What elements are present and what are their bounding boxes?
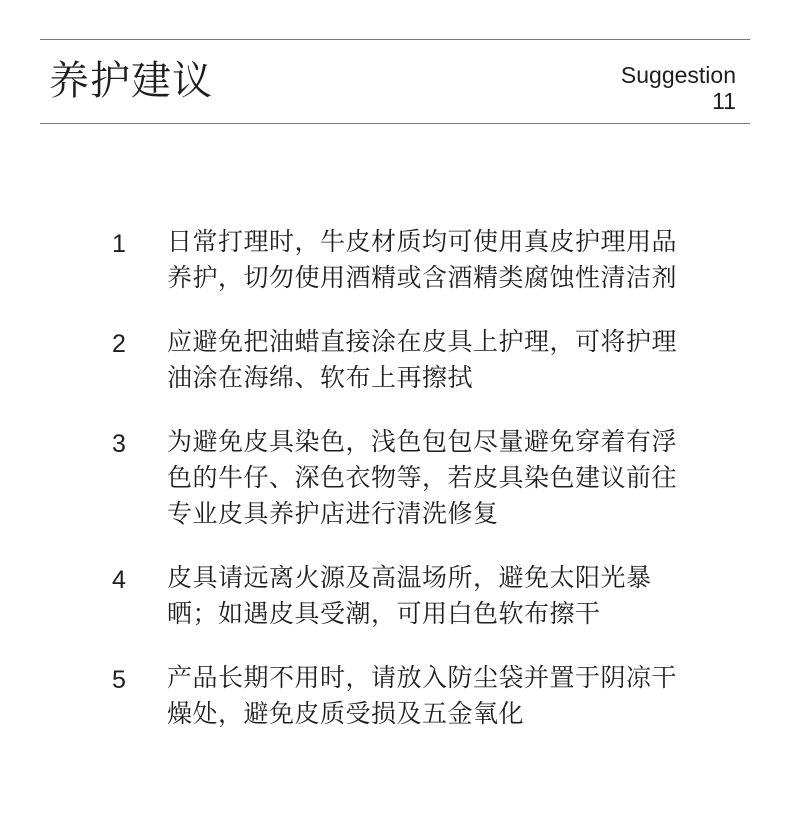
suggestion-text: 产品长期不用时，请放入防尘袋并置于阴凉干燥处，避免皮质受损及五金氧化 (167, 663, 678, 728)
suggestion-number: 2 (112, 330, 126, 358)
page-subtitle: Suggestion (620, 62, 736, 88)
suggestion-item-5 (110, 660, 710, 732)
suggestion-number: 4 (112, 566, 126, 594)
suggestion-item-4 (110, 560, 710, 632)
suggestion-text: 日常打理时，牛皮材质均可使用真皮护理用品养护，切勿使用酒精或含酒精类腐蚀性清洁剂 (167, 227, 678, 292)
page-number: 11 (712, 88, 736, 114)
page-title: 养护建议 (49, 58, 213, 104)
suggestion-item-3 (110, 424, 710, 532)
suggestion-number: 5 (112, 666, 126, 694)
suggestion-text: 应避免把油蜡直接涂在皮具上护理，可将护理油涂在海绵、软布上再擦拭 (167, 327, 678, 392)
suggestion-text: 为避免皮具染色，浅色包包尽量避免穿着有浮色的牛仔、深色衣物等，若皮具染色建议前往专业皮具养护店进行清洗修复 (167, 427, 678, 528)
header-bottom-divider (40, 123, 750, 124)
page-header (40, 40, 750, 123)
suggestion-item-1 (110, 224, 710, 296)
suggestion-number: 1 (112, 230, 126, 258)
suggestion-item-2 (110, 324, 710, 396)
suggestion-text: 皮具请远离火源及高温场所，避免太阳光暴晒；如遇皮具受潮，可用白色软布擦干 (167, 563, 652, 628)
suggestion-list (110, 224, 710, 760)
suggestion-number: 3 (112, 430, 126, 458)
page-subtitle-block (621, 62, 736, 114)
